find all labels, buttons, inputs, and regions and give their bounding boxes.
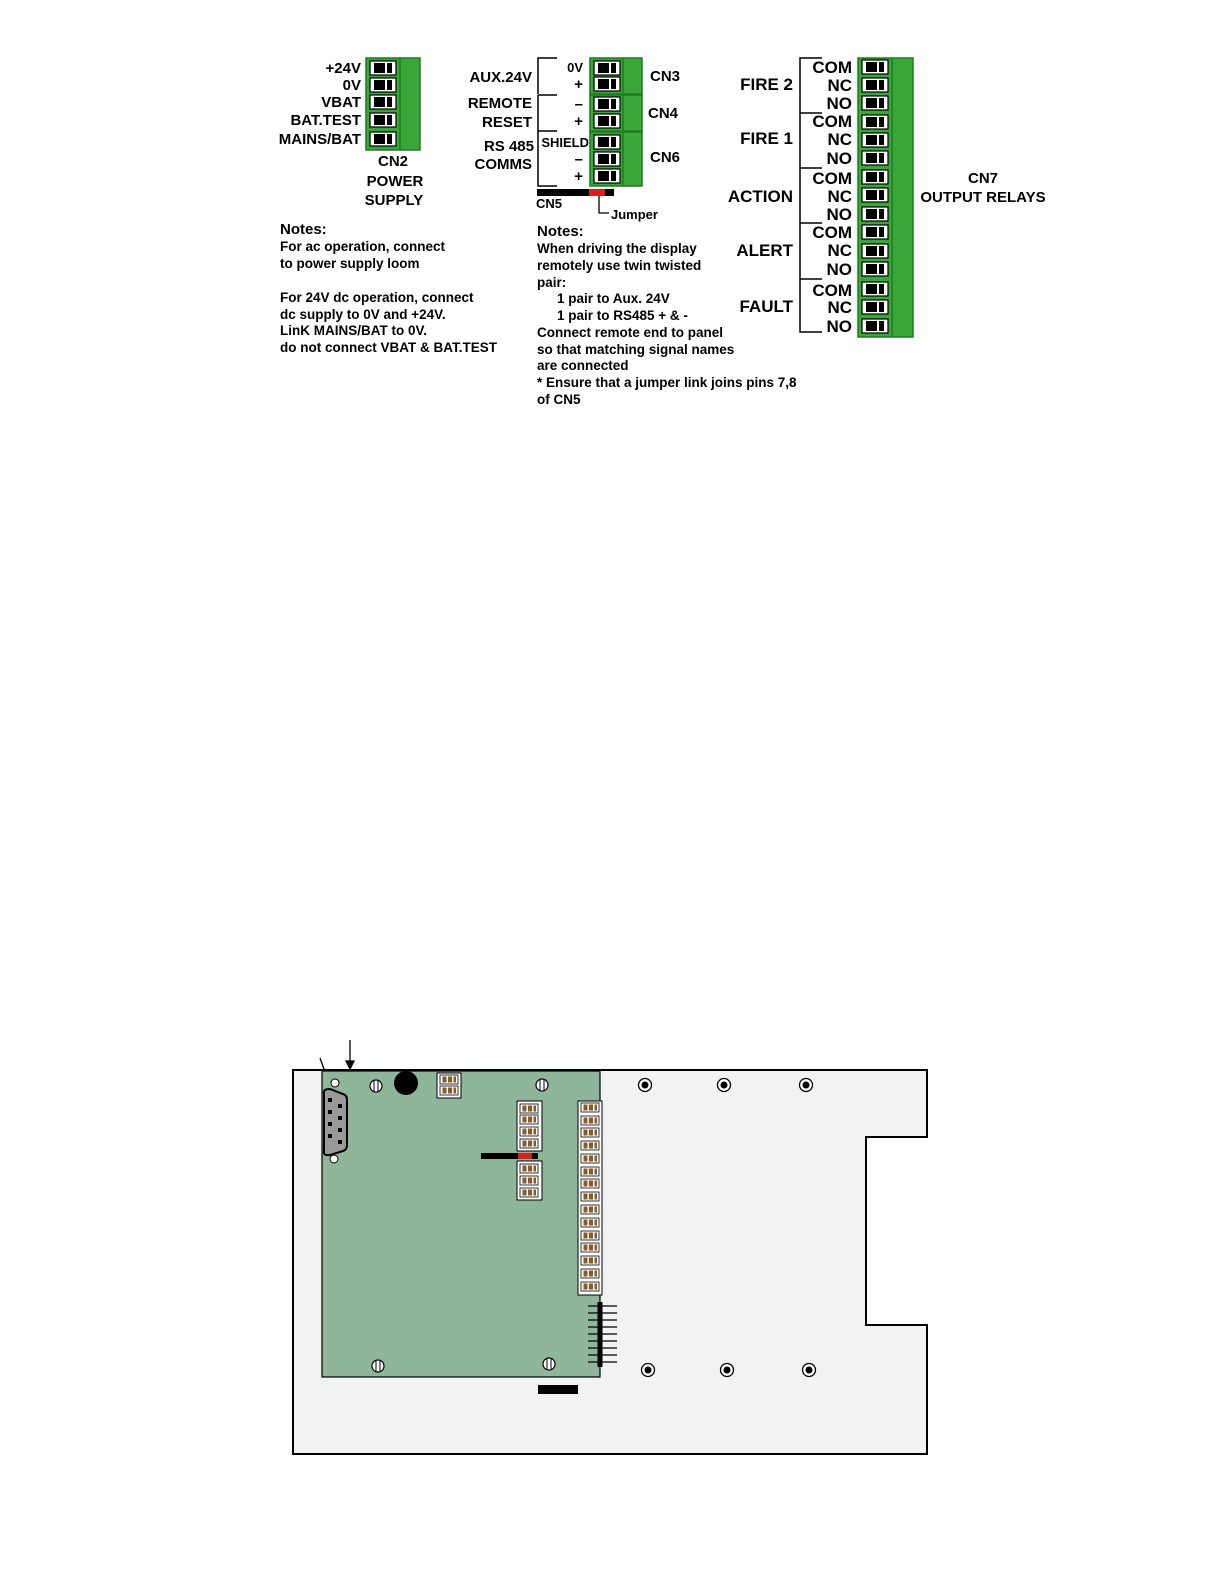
ribbon-connector (538, 1385, 578, 1394)
note-line: do not connect VBAT & BAT.TEST (280, 340, 497, 355)
cn2-title: CN2 (377, 153, 409, 170)
pcb-screw (370, 1080, 382, 1092)
jumper-label: Jumper (611, 207, 658, 222)
aux-24v-label: AUX.24V (469, 69, 532, 86)
cn6-title: CN6 (650, 149, 681, 166)
cn3-cn6-mini-connectors (517, 1101, 542, 1200)
rs485-comms-label: RS 485 (483, 138, 534, 155)
pcb-screw (543, 1358, 555, 1370)
cn2-terminal-block (366, 58, 420, 150)
note-line: 1 pair to RS485 + & - (557, 308, 688, 323)
rs485-comms-label: COMMS (474, 156, 532, 173)
note-line: are connected (537, 358, 629, 373)
relay-pin-label: COM (812, 281, 852, 300)
cn3-title: CN3 (650, 68, 681, 85)
cn7-title: OUTPUT RELAYS (920, 189, 1046, 206)
cn2-pin-label: +24V (325, 60, 361, 77)
cn2-pin-label: VBAT (321, 94, 361, 111)
relay-pin-label: NO (826, 94, 852, 113)
relay-pin-label: COM (812, 58, 852, 77)
relay-pin-label: COM (812, 169, 852, 188)
cn2-pin-label: MAINS/BAT (278, 131, 361, 148)
relay-group-label: ACTION (727, 187, 793, 206)
cn7-title: CN7 (967, 170, 999, 187)
note-line: to power supply loom (280, 256, 420, 271)
pcb-screw (372, 1360, 384, 1372)
remote-reset-label: REMOTE (467, 95, 532, 112)
cn4-pin-label: + (574, 113, 583, 130)
relay-pin-label: COM (812, 223, 852, 242)
notes-heading: Notes: (537, 223, 584, 240)
cn3-pin-label: + (574, 76, 583, 93)
enclosure-screw (803, 1364, 816, 1377)
relay-pin-label: NO (826, 317, 852, 336)
note-line: of CN5 (537, 392, 581, 407)
note-line: Connect remote end to panel (537, 325, 724, 340)
note-line: dc supply to 0V and +24V. (280, 307, 446, 322)
pcb-screw (536, 1079, 548, 1091)
note-line: For ac operation, connect (280, 239, 446, 254)
remote-reset-label: RESET (481, 114, 532, 131)
relay-pin-label: NC (827, 187, 852, 206)
cn7-mini-connector (578, 1101, 602, 1295)
cn4-pin-label: – (574, 96, 583, 113)
cn2-mini-connector (437, 1073, 461, 1098)
relay-pin-label: NC (827, 130, 852, 149)
cn2-pin-label: BAT.TEST (290, 112, 361, 129)
cn2-title: SUPPLY (364, 192, 424, 209)
enclosure-screw (639, 1079, 652, 1092)
relay-group-label: FIRE 1 (740, 129, 793, 148)
note-line: so that matching signal names (537, 342, 735, 357)
note-line: * Ensure that a jumper link joins pins 7,8 (537, 375, 797, 390)
notes-heading: Notes: (280, 221, 327, 238)
cn2-pin-label: 0V (342, 77, 361, 94)
enclosure-screw (718, 1079, 731, 1092)
relay-pin-label: NO (826, 205, 852, 224)
relay-pin-label: NC (827, 241, 852, 260)
note-line: 1 pair to Aux. 24V (557, 291, 670, 306)
cn5-title: CN5 (536, 196, 563, 211)
relay-group-label: FAULT (739, 297, 793, 316)
cn2-title: POWER (366, 173, 424, 190)
note-line: pair: (537, 275, 567, 290)
buzzer (394, 1071, 418, 1095)
relay-pin-label: NC (827, 76, 852, 95)
relay-pin-label: NC (827, 298, 852, 317)
note-line: LinK MAINS/BAT to 0V. (280, 323, 428, 338)
note-line: For 24V dc operation, connect (280, 290, 474, 305)
cn5-header-bar (537, 189, 614, 196)
cn3-cn4-cn6-terminal-blocks (590, 58, 642, 186)
note-line: remotely use twin twisted (537, 258, 702, 273)
pcb-board (322, 1071, 600, 1377)
cn4-title: CN4 (648, 105, 679, 122)
relay-pin-label: NO (826, 260, 852, 279)
cn5-mini-bar (481, 1153, 538, 1159)
enclosure-screw (800, 1079, 813, 1092)
enclosure-screw (721, 1364, 734, 1377)
jumper-leader-line (599, 196, 609, 213)
cn6-pin-label: – (574, 151, 583, 168)
note-line: When driving the display (537, 241, 697, 256)
cn6-pin-label: + (574, 168, 583, 185)
relay-pin-label: NO (826, 149, 852, 168)
notes-left (280, 221, 498, 355)
enclosure-screw (642, 1364, 655, 1377)
cn3-cn6-brackets (538, 58, 557, 186)
relay-pin-label: COM (812, 112, 852, 131)
cn6-pin-label: SHIELD (541, 135, 589, 150)
relay-group-label: FIRE 2 (740, 75, 793, 94)
cn7-terminal-block (858, 58, 913, 337)
cn3-pin-label: 0V (567, 60, 583, 75)
relay-group-label: ALERT (736, 241, 793, 260)
